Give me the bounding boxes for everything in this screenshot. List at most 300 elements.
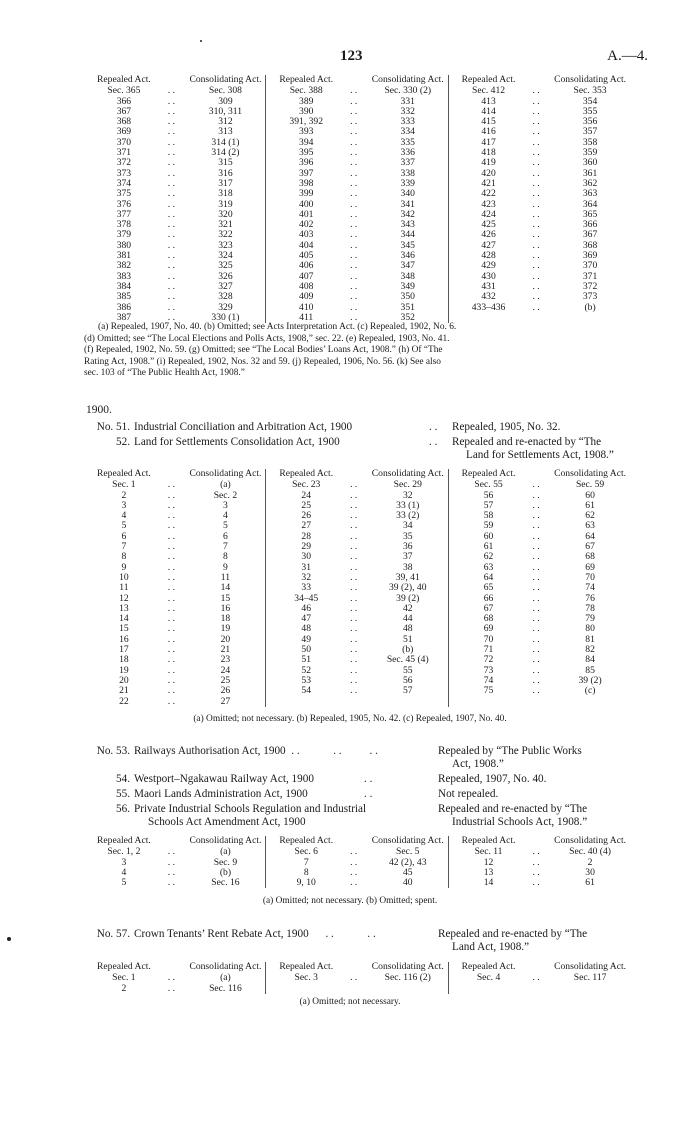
section-table-2: [84, 469, 630, 707]
consolidating-section: 315: [218, 157, 233, 169]
repealed-section: 421: [481, 177, 496, 189]
table-header-row: [84, 836, 265, 846]
repealed-section: 48: [301, 623, 312, 635]
act-entry-56: [84, 803, 644, 829]
repealed-section: 394: [299, 136, 314, 148]
repealed-section: 74: [483, 674, 494, 686]
repealed-section: 419: [481, 157, 496, 169]
repealed-section: 393: [299, 126, 314, 138]
table-header-row: [449, 836, 630, 846]
act-status: Not repealed.: [438, 788, 499, 800]
consolidating-section: 25: [220, 674, 231, 686]
repealed-section: 370: [116, 136, 132, 148]
leader-dots: . .: [167, 105, 175, 117]
leader-dots: . .: [350, 250, 358, 262]
consolidating-section: (a): [220, 479, 231, 491]
consolidating-section: 367: [582, 229, 598, 241]
consolidating-section: 335: [400, 136, 415, 148]
repealed-section: 380: [116, 239, 132, 251]
leader-dots: . .: [532, 623, 540, 635]
leader-dots: . .: [364, 773, 373, 785]
repealed-section: 381: [116, 250, 132, 262]
repealed-header: Repealed Act.: [461, 468, 516, 479]
repealed-section: 50: [301, 644, 312, 656]
act-title: Westport–Ngakawau Railway Act, 1900: [134, 773, 314, 785]
spacer: [164, 469, 186, 479]
leader-dots: . .: [532, 856, 540, 868]
repealed-header: Repealed Act.: [96, 468, 151, 479]
table-row: [84, 686, 265, 696]
table-column-group: [84, 836, 265, 888]
repealed-section: 68: [483, 613, 494, 625]
footnote-line: sec. 103 of “The Public Health Act, 1908.”: [84, 368, 245, 378]
repealed-section: 415: [481, 116, 496, 128]
repealed-section: 51: [301, 654, 312, 666]
repealed-section: 5: [121, 520, 127, 532]
repealed-section: 60: [483, 530, 494, 542]
leader-dots: . .: [167, 157, 175, 169]
consolidating-section: 336: [400, 147, 415, 159]
leader-dots: . .: [364, 788, 373, 800]
act-status: [438, 745, 638, 770]
leader-dots: . .: [167, 291, 175, 303]
leader-dots: . .: [350, 260, 358, 272]
repealed-section: 378: [116, 219, 132, 231]
leader-dots: . .: [532, 126, 540, 138]
consolidating-section: 38: [402, 561, 413, 573]
act-number: 55.: [116, 788, 130, 800]
consolidating-section: 42: [402, 602, 413, 614]
repealed-section: 427: [481, 239, 496, 251]
leader-dots: . .: [167, 116, 175, 128]
leader-dots: . .: [350, 167, 358, 179]
consolidating-section: 78: [585, 602, 595, 614]
table-row: [84, 984, 265, 994]
repealed-section: 422: [481, 188, 496, 200]
repealed-section: 46: [301, 602, 312, 614]
repealed-section: 376: [116, 198, 132, 210]
consolidating-section: 331: [400, 95, 415, 107]
consolidating-section: 330 (1): [211, 311, 240, 323]
repealed-section: 389: [299, 95, 314, 107]
repealed-header: Repealed Act.: [279, 74, 334, 85]
repealed-section: 2: [121, 982, 127, 994]
consolidating-section: Sec. 353: [573, 85, 607, 97]
consolidating-section: Sec. 40 (4): [569, 846, 611, 858]
repealed-section: 10: [119, 571, 129, 583]
consolidating-section: 63: [585, 520, 595, 532]
leader-dots: . .: [167, 126, 175, 138]
leader-dots: . .: [532, 654, 540, 666]
leader-dots: . .: [167, 633, 175, 645]
status-line: Industrial Schools Act, 1908.”: [452, 815, 588, 828]
consolidating-section: 39, 41: [395, 571, 420, 583]
consolidating-header: Consolidating Act.: [371, 961, 444, 972]
leader-dots: . .: [532, 219, 540, 231]
table-header-row: [266, 962, 447, 972]
consolidating-section: 347: [400, 260, 415, 272]
repealed-section: Sec. 4: [476, 972, 501, 984]
consolidating-section: 56: [402, 674, 413, 686]
consolidating-section: 354: [582, 95, 598, 107]
consolidating-section: 327: [218, 280, 233, 292]
consolidating-section: 313: [218, 126, 233, 138]
consolidating-section: 26: [220, 685, 231, 697]
leader-dots: . .: [532, 644, 540, 656]
leader-dots: . .: [167, 972, 175, 984]
consolidating-section: 61: [585, 877, 595, 889]
consolidating-section: 346: [400, 250, 415, 262]
leader-dots: . .: [350, 530, 358, 542]
consolidating-header: Consolidating Act.: [189, 468, 262, 479]
consolidating-section: 345: [400, 239, 415, 251]
leader-dots: . .: [532, 116, 540, 128]
leader-dots: . .: [350, 311, 358, 323]
repealed-section: 22: [119, 695, 129, 707]
consolidating-section: Sec. 9: [213, 856, 238, 868]
leader-dots: . .: [167, 551, 175, 563]
consolidating-section: 318: [218, 188, 233, 200]
repealed-section: 8: [303, 866, 309, 878]
leader-dots: . .: [532, 147, 540, 159]
consolidating-section: Sec. 5: [396, 846, 420, 858]
leader-dots: . .: [167, 695, 175, 707]
repealed-section: 61: [483, 541, 494, 553]
leader-dots: . .: [167, 582, 175, 594]
consolidating-section: Sec. 59: [575, 479, 605, 491]
repealed-section: 369: [116, 126, 132, 138]
leader-dots: . .: [167, 592, 175, 604]
leader-dots: . .: [532, 229, 540, 241]
consolidating-section: 57: [402, 685, 413, 697]
consolidating-section: 37: [402, 551, 413, 563]
repealed-section: 417: [481, 136, 496, 148]
consolidating-section: 332: [400, 105, 415, 117]
footnotes-2: (a) Omitted; not necessary. (b) Repealed, 1905, No. 42. (c) Repealed, 1907, No. 40.: [193, 714, 507, 724]
act-number: No. 53.: [96, 745, 130, 757]
consolidating-section: 362: [582, 177, 598, 189]
consolidating-section: 350: [400, 291, 415, 303]
repealed-section: 384: [116, 280, 132, 292]
leader-dots: . .: [350, 602, 358, 614]
leader-dots: . .: [167, 219, 175, 231]
leader-dots: . .: [167, 644, 175, 656]
consolidating-section: 6: [223, 530, 228, 542]
section-table-4: [84, 962, 630, 994]
repealed-section: 52: [301, 664, 312, 676]
repealed-section: 53: [301, 674, 312, 686]
leader-dots: . .: [167, 167, 175, 179]
repealed-section: 404: [299, 239, 314, 251]
spacer: [346, 836, 368, 846]
consolidating-section: 35: [402, 530, 413, 542]
consolidating-section: Sec. 45 (4): [386, 654, 429, 666]
consolidating-section: 344: [400, 229, 415, 241]
repealed-section: 425: [481, 219, 496, 231]
repealed-section: 15: [119, 623, 129, 635]
leader-dots: . .: [532, 846, 540, 858]
repealed-section: 426: [481, 229, 496, 241]
repealed-section: 49: [301, 633, 312, 645]
leader-dots: . .: [532, 85, 540, 97]
table-column-group: [265, 962, 447, 994]
leader-dots: . .: [532, 208, 540, 220]
repealed-section: 69: [483, 623, 494, 635]
status-line: Land for Settlements Act, 1908.”: [466, 448, 614, 461]
repealed-section: 420: [481, 167, 496, 179]
leader-dots: . .: [167, 654, 175, 666]
repealed-section: 429: [481, 260, 496, 272]
repealed-section: 399: [299, 188, 314, 200]
repealed-section: Sec. 365: [107, 85, 141, 97]
consolidating-section: 30: [585, 866, 595, 878]
consolidating-section: Sec. 330 (2): [384, 85, 432, 97]
repealed-section: 382: [116, 260, 132, 272]
consolidating-section: 79: [585, 613, 595, 625]
consolidating-section: (b): [402, 644, 414, 656]
consolidating-section: 339: [400, 177, 415, 189]
leader-dots: . .: [350, 674, 358, 686]
repealed-section: 402: [299, 219, 314, 231]
consolidating-section: 312: [218, 116, 233, 128]
table-row: [449, 292, 630, 302]
repealed-section: 405: [299, 250, 314, 262]
binding-hole: [7, 937, 11, 941]
consolidating-section: 64: [585, 530, 595, 542]
repealed-section: 13: [483, 866, 494, 878]
act-title: Industrial Conciliation and Arbitration Act, 1900: [134, 421, 353, 433]
spacer: [346, 469, 368, 479]
repealed-section: 391, 392: [289, 116, 323, 128]
leader-dots: . .: [532, 270, 540, 282]
consolidating-section: 45: [402, 866, 413, 878]
consolidating-section: 372: [582, 280, 598, 292]
repealed-section: 414: [481, 105, 496, 117]
consolidating-section: 18: [220, 613, 231, 625]
repealed-section: 401: [299, 208, 314, 220]
repealed-section: 12: [483, 856, 494, 868]
leader-dots: . .: [350, 685, 358, 697]
table-header-row: [266, 75, 447, 85]
act-title: Railways Authorisation Act, 1900 . . . . . .: [134, 745, 378, 757]
repealed-section: 32: [301, 571, 312, 583]
leader-dots: . .: [167, 239, 175, 251]
repealed-section: 33: [301, 582, 312, 594]
leader-dots: . .: [532, 541, 540, 553]
repealed-section: 373: [116, 167, 132, 179]
spacer: [346, 962, 368, 972]
repealed-section: 66: [483, 592, 494, 604]
status-line: Repealed by “The Public Works: [438, 745, 582, 757]
table-header-row: [84, 75, 265, 85]
leader-dots: . .: [167, 571, 175, 583]
repealed-section: 25: [301, 499, 312, 511]
leader-dots: . .: [350, 219, 358, 231]
title-line: Schools Act Amendment Act, 1900: [148, 815, 306, 828]
consolidating-section: 15: [220, 592, 231, 604]
repealed-section: 3: [121, 856, 127, 868]
act-title: Land for Settlements Consolidation Act, 1900: [134, 436, 340, 448]
table-row: [449, 686, 630, 696]
consolidating-section: 33 (2): [396, 510, 420, 522]
leader-dots: . .: [350, 633, 358, 645]
act-status: [438, 803, 638, 828]
repealed-header: Repealed Act.: [461, 74, 516, 85]
consolidating-section: 32: [402, 489, 413, 501]
leader-dots: . .: [167, 982, 175, 994]
act-title: Crown Tenants’ Rent Rebate Act, 1900 . . . .: [134, 928, 376, 940]
leader-dots: . .: [350, 188, 358, 200]
consolidating-section: 359: [582, 147, 598, 159]
consolidating-section: 69: [585, 561, 595, 573]
repealed-section: 11: [119, 582, 129, 594]
consolidating-section: 67: [585, 541, 595, 553]
leader-dots: . .: [350, 866, 358, 878]
spacer: [346, 75, 368, 85]
leader-dots: . .: [350, 510, 358, 522]
repealed-section: 377: [116, 208, 132, 220]
consolidating-section: 68: [585, 551, 595, 563]
scan-speck: [200, 40, 202, 42]
repealed-section: 374: [116, 177, 132, 189]
leader-dots: . .: [532, 499, 540, 511]
repealed-section: 26: [301, 510, 312, 522]
leader-dots: . .: [350, 229, 358, 241]
leader-dots: . .: [167, 280, 175, 292]
consolidating-section: 3: [223, 499, 228, 511]
leader-dots: . .: [350, 239, 358, 251]
leader-dots: . .: [167, 499, 175, 511]
act-entry-57: [84, 928, 644, 954]
leader-dots: . .: [167, 85, 175, 97]
repealed-header: Repealed Act.: [96, 835, 151, 846]
consolidating-section: 70: [585, 571, 595, 583]
repealed-section: 64: [483, 571, 494, 583]
repealed-section: 411: [299, 311, 314, 323]
leader-dots: . .: [532, 177, 540, 189]
footnotes-1: [84, 322, 630, 380]
document-reference: A.—4.: [607, 48, 648, 64]
leader-dots: . .: [167, 188, 175, 200]
repealed-section: 54: [301, 685, 312, 697]
leader-dots: . .: [350, 972, 358, 984]
spacer: [528, 962, 550, 972]
table-column-group: [265, 75, 447, 323]
repealed-section: 410: [299, 301, 314, 313]
table-column-group: [84, 962, 265, 994]
repealed-section: 4: [121, 866, 127, 878]
year-heading: 1900.: [86, 404, 112, 416]
repealed-section: Sec. 388: [289, 85, 323, 97]
act-entry-52: [84, 436, 644, 462]
repealed-section: 47: [301, 613, 312, 625]
consolidating-section: 325: [218, 260, 233, 272]
leader-dots: . .: [532, 561, 540, 573]
consolidating-section: Sec. 16: [211, 877, 240, 889]
consolidating-section: 357: [582, 126, 598, 138]
consolidating-section: 320: [218, 208, 233, 220]
consolidating-section: 36: [402, 541, 413, 553]
spacer: [164, 75, 186, 85]
consolidating-section: 4: [223, 510, 228, 522]
consolidating-section: 321: [218, 219, 233, 231]
leader-dots: . .: [167, 260, 175, 272]
repealed-section: 416: [481, 126, 496, 138]
spacer: [528, 469, 550, 479]
table-column-group: [448, 962, 630, 994]
leader-dots: . .: [350, 136, 358, 148]
leader-dots: . .: [167, 136, 175, 148]
leader-dots: . .: [532, 291, 540, 303]
leader-dots: . .: [350, 198, 358, 210]
leader-dots: . .: [167, 541, 175, 553]
consolidating-section: 76: [585, 592, 595, 604]
table-column-group: [84, 469, 265, 707]
repealed-section: 14: [119, 613, 129, 625]
repealed-header: Repealed Act.: [96, 961, 151, 972]
repealed-section: 67: [483, 602, 494, 614]
act-number: No. 51.: [96, 421, 130, 433]
leader-dots: . .: [167, 489, 175, 501]
leader-dots: . .: [167, 561, 175, 573]
repealed-section: 2: [121, 489, 127, 501]
leader-dots: . .: [350, 208, 358, 220]
repealed-section: 59: [483, 520, 494, 532]
leader-dots: . .: [532, 592, 540, 604]
table-column-group: [448, 75, 630, 323]
consolidating-section: Sec. 308: [208, 85, 242, 97]
table-row: [84, 878, 265, 888]
consolidating-section: 326: [218, 270, 233, 282]
consolidating-section: 20: [220, 633, 231, 645]
table-row: [84, 697, 265, 707]
consolidating-section: 9: [223, 561, 228, 573]
leader-dots: . .: [167, 613, 175, 625]
consolidating-section: 61: [585, 499, 595, 511]
consolidating-section: 348: [400, 270, 415, 282]
leader-dots: . .: [350, 582, 358, 594]
table-header-row: [449, 962, 630, 972]
repealed-section: 368: [116, 116, 132, 128]
repealed-section: 430: [481, 270, 496, 282]
consolidating-header: Consolidating Act.: [371, 468, 444, 479]
repealed-section: 432: [481, 291, 496, 303]
act-number: No. 57.: [96, 928, 130, 940]
consolidating-header: Consolidating Act.: [554, 468, 627, 479]
spacer: [528, 75, 550, 85]
consolidating-section: (a): [220, 972, 231, 984]
consolidating-section: 42 (2), 43: [388, 856, 427, 868]
consolidating-section: 39 (2): [396, 592, 420, 604]
spacer: [528, 836, 550, 846]
consolidating-section: 351: [400, 301, 415, 313]
repealed-section: 400: [299, 198, 314, 210]
repealed-section: 75: [483, 685, 494, 697]
leader-dots: . .: [429, 421, 438, 433]
title-line: Private Industrial Schools Regulation and Industrial: [134, 803, 367, 815]
consolidating-section: 11: [220, 571, 231, 583]
consolidating-section: 314 (2): [211, 147, 240, 159]
act-number: 52.: [116, 436, 130, 448]
leader-dots: . .: [350, 551, 358, 563]
repealed-section: 366: [116, 95, 132, 107]
leader-dots: . .: [167, 147, 175, 159]
repealed-section: 62: [483, 551, 494, 563]
repealed-section: 431: [481, 280, 496, 292]
leader-dots: . .: [532, 571, 540, 583]
consolidating-section: 358: [582, 136, 598, 148]
table-column-group: [265, 469, 447, 707]
